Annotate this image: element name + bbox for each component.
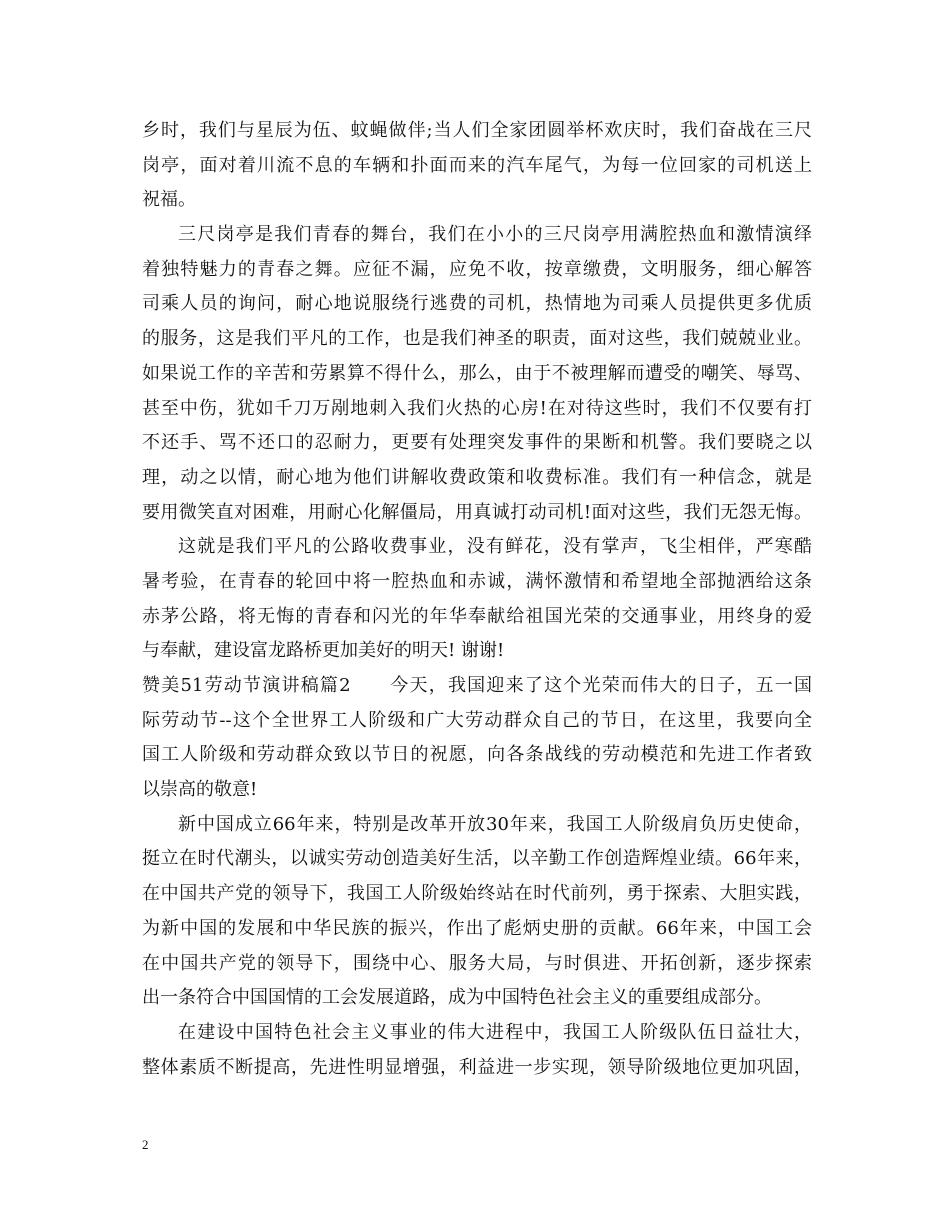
document-body [142, 114, 812, 1085]
text-line: 出一条符合中国国情的工会发展道路，成为中国特色社会主义的重要组成部分。 [142, 987, 772, 1009]
page-number: 2 [142, 1137, 149, 1152]
text-line: 司乘人员的询问，耐心地说服绕行逃费的司机，热情地为司乘人员提供更多优质 [142, 293, 812, 315]
text-line: 暑考验，在青春的轮回中将一腔热血和赤诚，满怀激情和希望地全部抛洒给这条 [142, 570, 812, 592]
text-line: 为新中国的发展和中华民族的振兴，作出了彪炳史册的贡献。66年来，中国工会 [142, 917, 812, 939]
text-line: 挺立在时代潮头，以诚实劳动创造美好生活，以辛勤工作创造辉煌业绩。66年来， [142, 848, 812, 870]
text-line: 这就是我们平凡的公路收费事业，没有鲜花，没有掌声，飞尘相伴，严寒酷 [178, 536, 812, 558]
text-line: 新中国成立66年来，特别是改革开放30年来，我国工人阶级肩负历史使命， [178, 813, 812, 835]
text-line: 要用微笑直对困难，用耐心化解僵局，用真诚打动司机!面对这些，我们无怨无悔。 [142, 501, 812, 523]
text-line: 的服务，这是我们平凡的工作，也是我们神圣的职责，面对这些，我们兢兢业业。 [142, 328, 812, 350]
text-line: 赤茅公路，将无悔的青春和闪光的年华奉献给祖国光荣的交通事业，用终身的爱 [142, 605, 812, 627]
text-line: 乡时，我们与星辰为伍、蚊蝇做伴;当人们全家团圆举杯欢庆时，我们奋战在三尺 [142, 120, 812, 141]
text-line: 不还手、骂不还口的忍耐力，更要有处理突发事件的果断和机警。我们要晓之以 [142, 432, 812, 454]
text-line: 岗亭，面对着川流不息的车辆和扑面而来的汽车尾气，为每一位回家的司机送上 [142, 154, 812, 176]
text-line: 如果说工作的辛苦和劳累算不得什么，那么，由于不被理解而遭受的嘲笑、辱骂、 [142, 362, 812, 384]
text-line: 在建设中国特色社会主义事业的伟大进程中，我国工人阶级队伍日益壮大， [178, 1021, 812, 1043]
text-line: 赞美51劳动节演讲稿篇2 今天，我国迎来了这个光荣而伟大的日子，五一国 [142, 675, 812, 696]
text-line: 着独特魅力的青春之舞。应征不漏，应免不收，按章缴费，文明服务，细心解答 [142, 258, 812, 280]
text-line: 在中国共产党的领导下，我国工人阶级始终站在时代前列，勇于探索、大胆实践， [142, 883, 812, 905]
text-line: 在中国共产党的领导下，围绕中心、服务大局，与时俱进、开拓创新，逐步探索 [142, 952, 812, 974]
text-line: 与奉献，建设富龙路桥更加美好的明天! 谢谢! [142, 640, 505, 662]
text-line: 国工人阶级和劳动群众致以节日的祝愿，向各条战线的劳动模范和先进工作者致 [142, 744, 812, 766]
text-line: 际劳动节--这个全世界工人阶级和广大劳动群众自己的节日，在这里，我要向全 [142, 709, 812, 731]
text-line: 祝福。 [142, 189, 196, 211]
text-line: 三尺岗亭是我们青春的舞台，我们在小小的三尺岗亭用满腔热血和激情演绎 [178, 224, 812, 246]
text-line: 整体素质不断提高，先进性明显增强，利益进一步实现，领导阶级地位更加巩固， [142, 1056, 812, 1078]
text-line: 甚至中伤，犹如千刀万剐地刺入我们火热的心房!在对待这些时，我们不仅要有打 [142, 397, 812, 419]
text-line: 理，动之以情，耐心地为他们讲解收费政策和收费标准。我们有一种信念，就是 [142, 466, 812, 488]
text-line: 以崇高的敬意! [142, 779, 258, 801]
